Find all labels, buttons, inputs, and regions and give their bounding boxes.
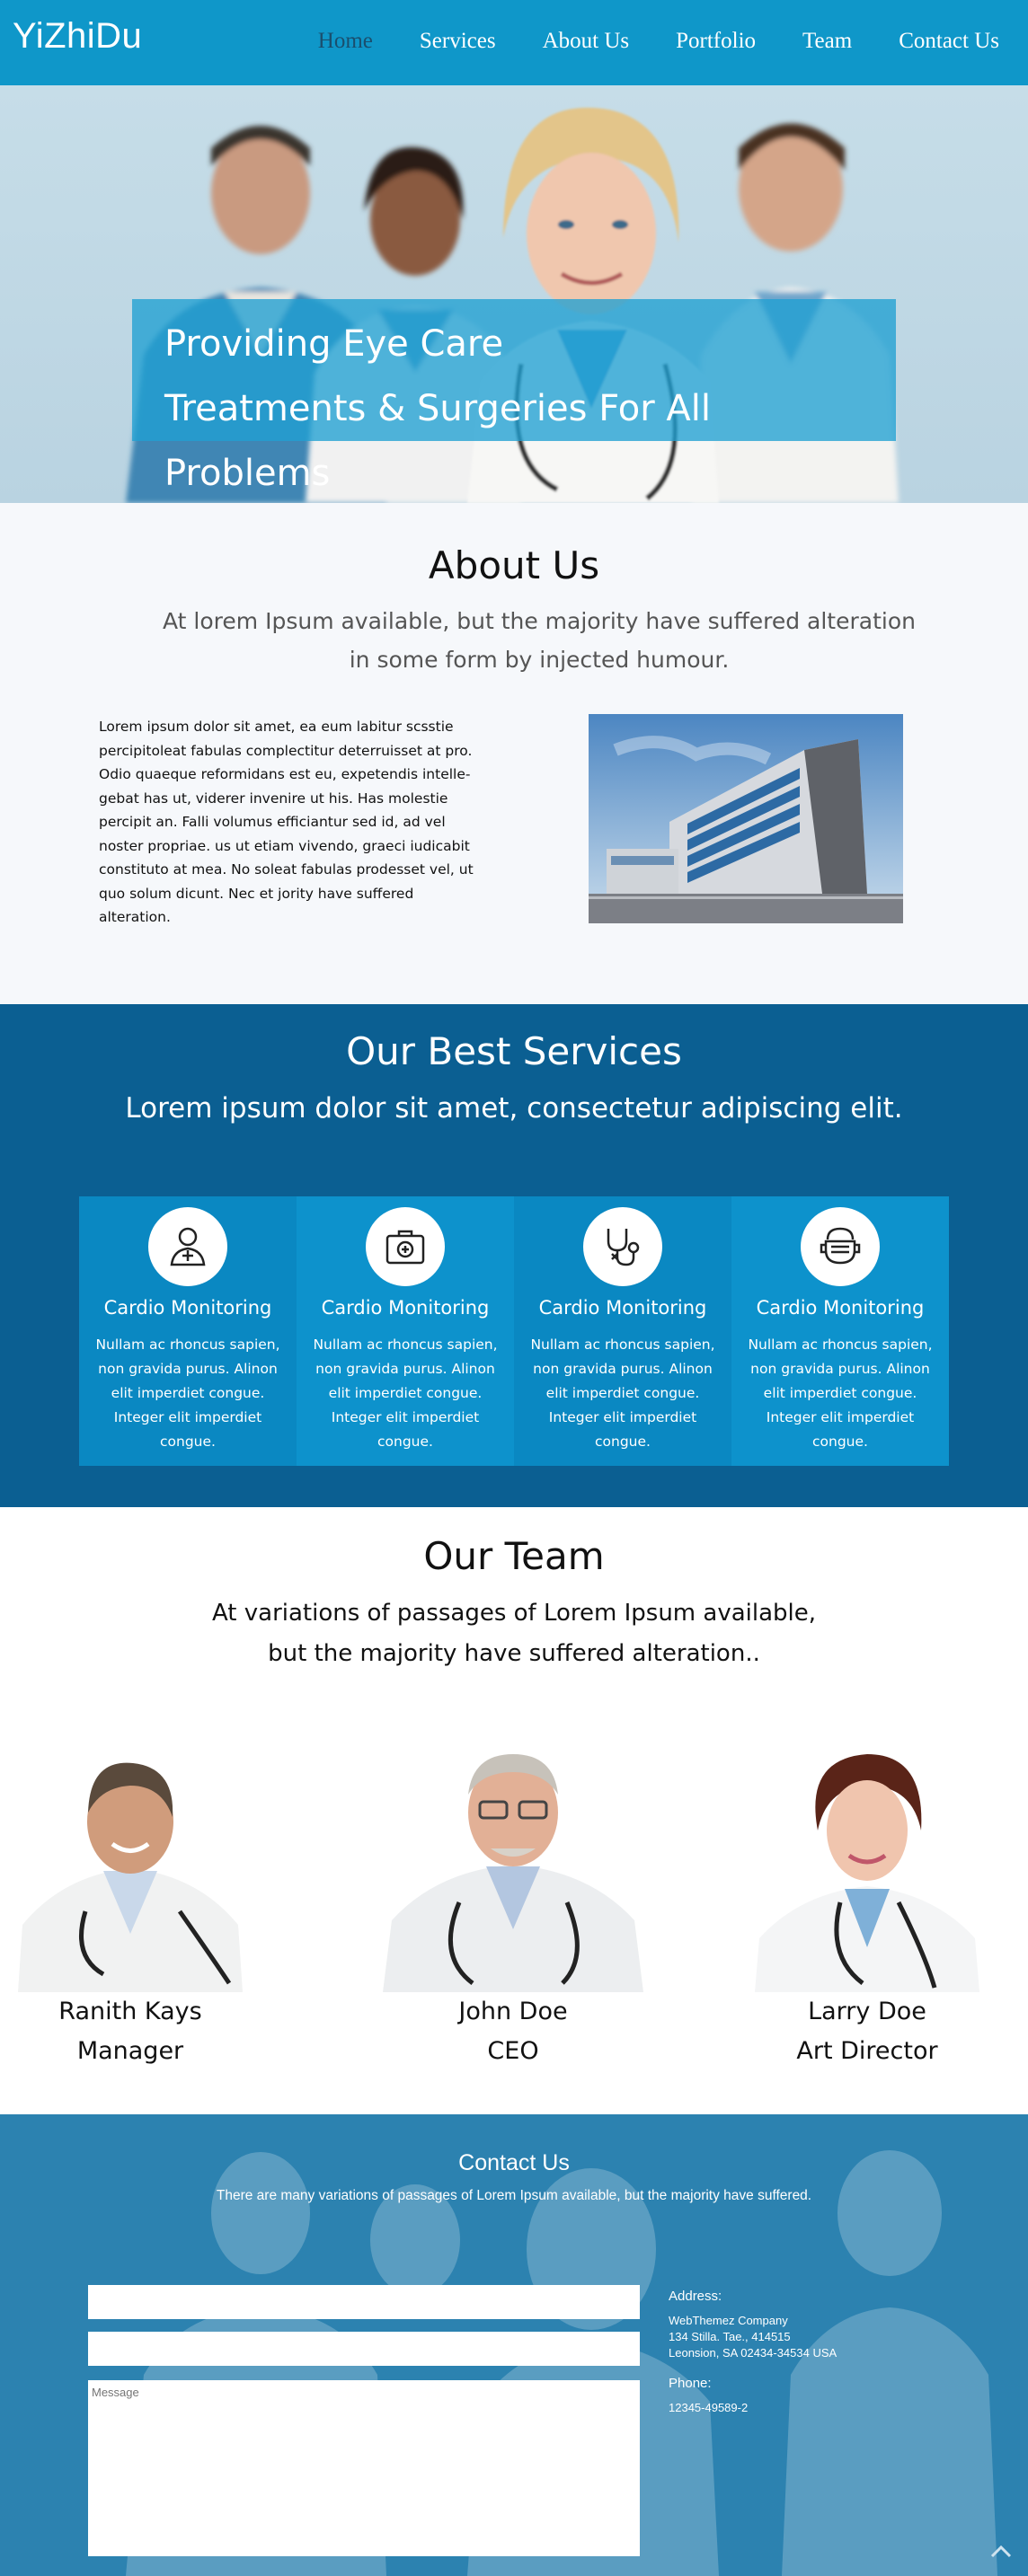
service-card-text: Nullam ac rhoncus sapien, non gravida purus. Alinon elit imperdiet congue. Integer elit imperdiet congue. bbox=[748, 1337, 933, 1450]
team-title: Our Team bbox=[423, 1534, 605, 1578]
team-member-role: Art Director bbox=[796, 2037, 938, 2065]
service-card-title: Cardio Monitoring bbox=[538, 1297, 707, 1319]
services-title: Our Best Services bbox=[346, 1029, 682, 1073]
team-subtitle bbox=[180, 1593, 848, 1674]
email-input[interactable] bbox=[88, 2332, 640, 2366]
nav-item-home[interactable]: Home bbox=[317, 29, 373, 53]
team-member-card bbox=[383, 1723, 643, 2071]
team-member-card bbox=[18, 1732, 243, 2071]
message-textarea[interactable] bbox=[88, 2380, 640, 2556]
team-member-photo bbox=[18, 1732, 243, 1992]
name-input[interactable] bbox=[88, 2285, 640, 2319]
team-member-card bbox=[755, 1732, 979, 2071]
service-card-title: Cardio Monitoring bbox=[756, 1297, 925, 1319]
top-navbar bbox=[0, 0, 1028, 85]
about-subtitle: At lorem Ipsum available, but the majority have suffered alteration in some form by injected humour. bbox=[163, 608, 916, 673]
hero-heading-line1: Providing Eye Care bbox=[164, 323, 504, 365]
service-card[interactable] bbox=[297, 1196, 514, 1466]
services-cards bbox=[79, 1196, 949, 1466]
nav-item-services[interactable]: Services bbox=[419, 29, 496, 53]
team-member-role: Manager bbox=[76, 2037, 184, 2065]
team-member-name: Larry Doe bbox=[808, 1998, 926, 2025]
service-card-text: Nullam ac rhoncus sapien, non gravida purus. Alinon elit imperdiet congue. Integer elit imperdiet congue. bbox=[530, 1337, 715, 1450]
hospital-building-photo bbox=[589, 714, 903, 923]
team-member-role: CEO bbox=[487, 2037, 539, 2065]
service-card-text: Nullam ac rhoncus sapien, non gravida purus. Alinon elit imperdiet congue. Integer elit imperdiet congue. bbox=[313, 1337, 498, 1450]
nav-item-about-us[interactable]: About Us bbox=[542, 29, 630, 53]
face-mask-icon bbox=[801, 1207, 880, 1286]
team-member-photo bbox=[755, 1732, 979, 1992]
address-line: 134 Stilla. Tae., 414515 bbox=[669, 2330, 791, 2343]
nav-item-portfolio[interactable]: Portfolio bbox=[676, 29, 757, 53]
brand-logo[interactable]: YiZhiDu bbox=[13, 16, 143, 56]
service-card-text: Nullam ac rhoncus sapien, non gravida purus. Alinon elit imperdiet congue. Integer elit imperdiet congue. bbox=[95, 1337, 280, 1450]
team-section bbox=[0, 1507, 1028, 2114]
services-section bbox=[0, 1004, 1028, 1507]
services-subtitle: Lorem ipsum dolor sit amet, consectetur adipiscing elit. bbox=[125, 1092, 903, 1125]
contact-section bbox=[0, 2114, 1028, 2576]
service-card[interactable] bbox=[514, 1196, 731, 1466]
address-line: Leonsion, SA 02434-34534 USA bbox=[669, 2346, 837, 2360]
service-card-title: Cardio Monitoring bbox=[103, 1297, 272, 1319]
nav-item-contact-us[interactable]: Contact Us bbox=[899, 29, 999, 53]
first-aid-kit-icon bbox=[366, 1207, 445, 1286]
about-section bbox=[0, 503, 1028, 1004]
doctor-icon bbox=[148, 1207, 227, 1286]
team-subtitle-line1: At variations of passages of Lorem Ipsum available, bbox=[211, 1600, 817, 1627]
contact-info bbox=[669, 2289, 837, 2416]
hero-section bbox=[0, 85, 1028, 503]
address-line: WebThemez Company bbox=[669, 2314, 788, 2327]
contact-title: Contact Us bbox=[458, 2150, 570, 2175]
contact-subtitle: There are many variations of passages of Lorem Ipsum available, but the majority have suffered. bbox=[216, 2188, 812, 2203]
about-title: About Us bbox=[428, 543, 600, 587]
nav-item-team[interactable]: Team bbox=[802, 29, 853, 53]
service-card[interactable] bbox=[79, 1196, 297, 1466]
main-menu bbox=[271, 29, 999, 54]
about-body-text: Lorem ipsum dolor sit amet, ea eum labitur scsstie percipitoleat fabulas complectitur deterruisset at pro. Odio quaeque reformidans est eu, expetendis intelle-gebat has ut, viderer invenire ut his. Has molestie percipit an. Falli volumus efficiantur sed id, ad vel noster propriae. us ut etiam vivendo, graeci iudicabit constituto at mea. No soleat fabulas prodesset vel, ut quo solum dicunt. Nec et jority have suffered alteration. bbox=[99, 719, 474, 925]
phone-number: 12345-49589-2 bbox=[669, 2401, 749, 2414]
stethoscope-icon bbox=[583, 1207, 662, 1286]
team-member-name: John Doe bbox=[458, 1998, 568, 2025]
service-card-title: Cardio Monitoring bbox=[321, 1297, 490, 1319]
address-label: Address: bbox=[669, 2289, 722, 2304]
phone-label: Phone: bbox=[669, 2376, 712, 2391]
service-card[interactable] bbox=[731, 1196, 949, 1466]
hero-heading-line2: Treatments & Surgeries For All Problems bbox=[164, 388, 712, 494]
team-subtitle-line2: but the majority have suffered alteration.. bbox=[268, 1640, 760, 1667]
team-member-name: Ranith Kays bbox=[58, 1998, 202, 2025]
team-member-photo bbox=[383, 1723, 643, 1992]
scroll-to-top-icon[interactable] bbox=[990, 2544, 1012, 2558]
hero-banner bbox=[132, 299, 896, 494]
